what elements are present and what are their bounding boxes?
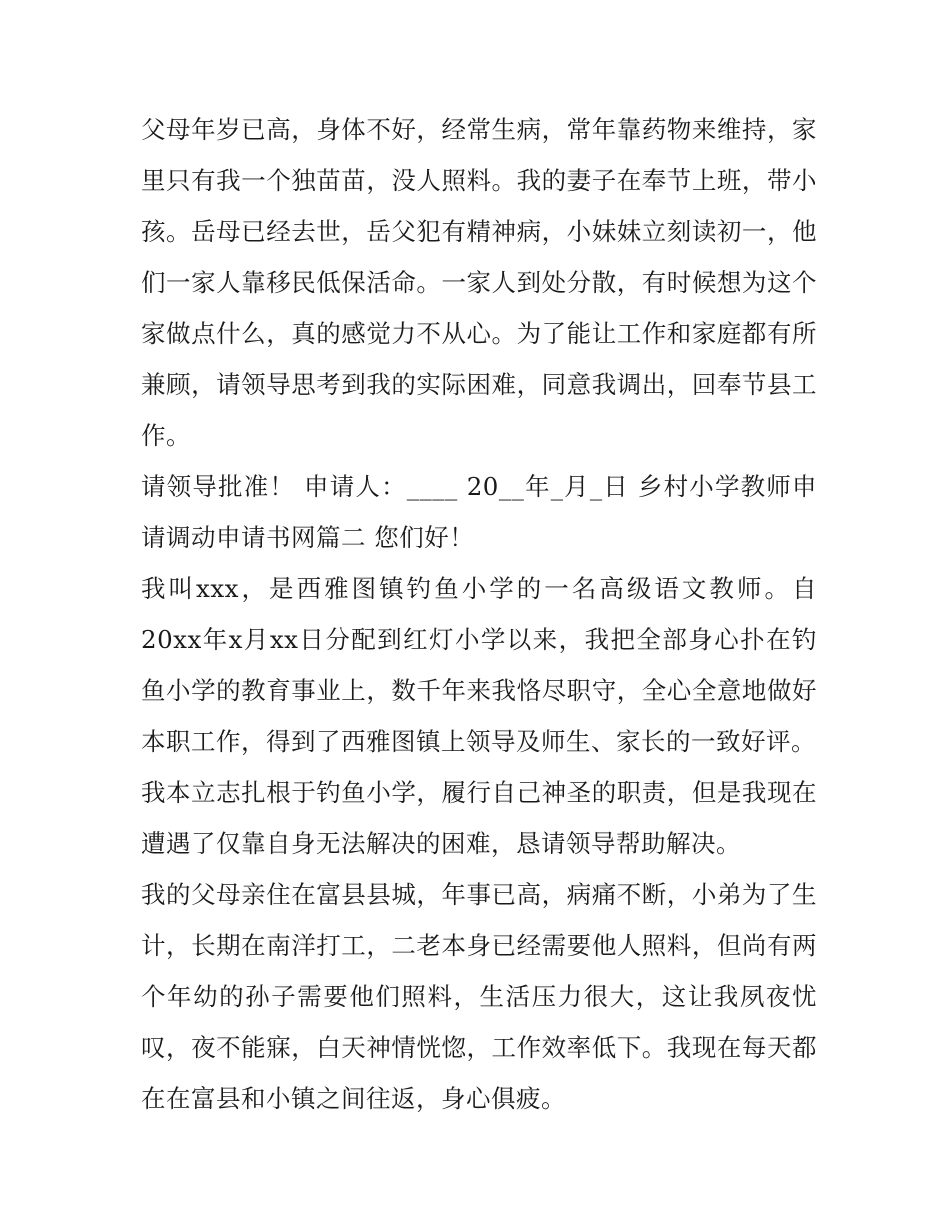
document-body xyxy=(141,104,817,1124)
paragraph-2: 请领导批准！ 申请人：____ 20__年_月_日 乡村小学教师申请调动申请书网篇二 您们好！ xyxy=(141,472,817,552)
paragraph-4: 我本立志扎根于钓鱼小学，履行自己神圣的职责，但是我现在遭遇了仅靠自身无法解决的困难，恳请领导帮助解决。 xyxy=(141,778,817,858)
paragraph-5: 我的父母亲住在富县县城，年事已高，病痛不断，小弟为了生计，长期在南洋打工，二老本身已经需要他人照料，但尚有两个年幼的孙子需要他们照料，生活压力很大，这让我夙夜忧叹，夜不能寐，白天神情恍惚，工作效率低下。我现在每天都在在富县和小镇之间往返，身心俱疲。 xyxy=(141,880,817,1113)
paragraph-1: 父母年岁已高，身体不好，经常生病，常年靠药物来维持，家里只有我一个独苗苗，没人照料。我的妻子在奉节上班，带小孩。岳母已经去世，岳父犯有精神病，小妹妹立刻读初一，他们一家人靠移民低保活命。一家人到处分散，有时候想为这个家做点什么，真的感觉力不从心。为了能让工作和家庭都有所兼顾，请领导思考到我的实际困难，同意我调出，回奉节县工作。 xyxy=(141,115,817,450)
paragraph-3: 我叫xxx，是西雅图镇钓鱼小学的一名高级语文教师。自20xx年x月xx日分配到红灯小学以来，我把全部身心扑在钓鱼小学的教育事业上，数千年来我恪尽职守，全心全意地做好本职工作，得到了西雅图镇上领导及师生、家长的一致好评。 xyxy=(141,574,817,756)
